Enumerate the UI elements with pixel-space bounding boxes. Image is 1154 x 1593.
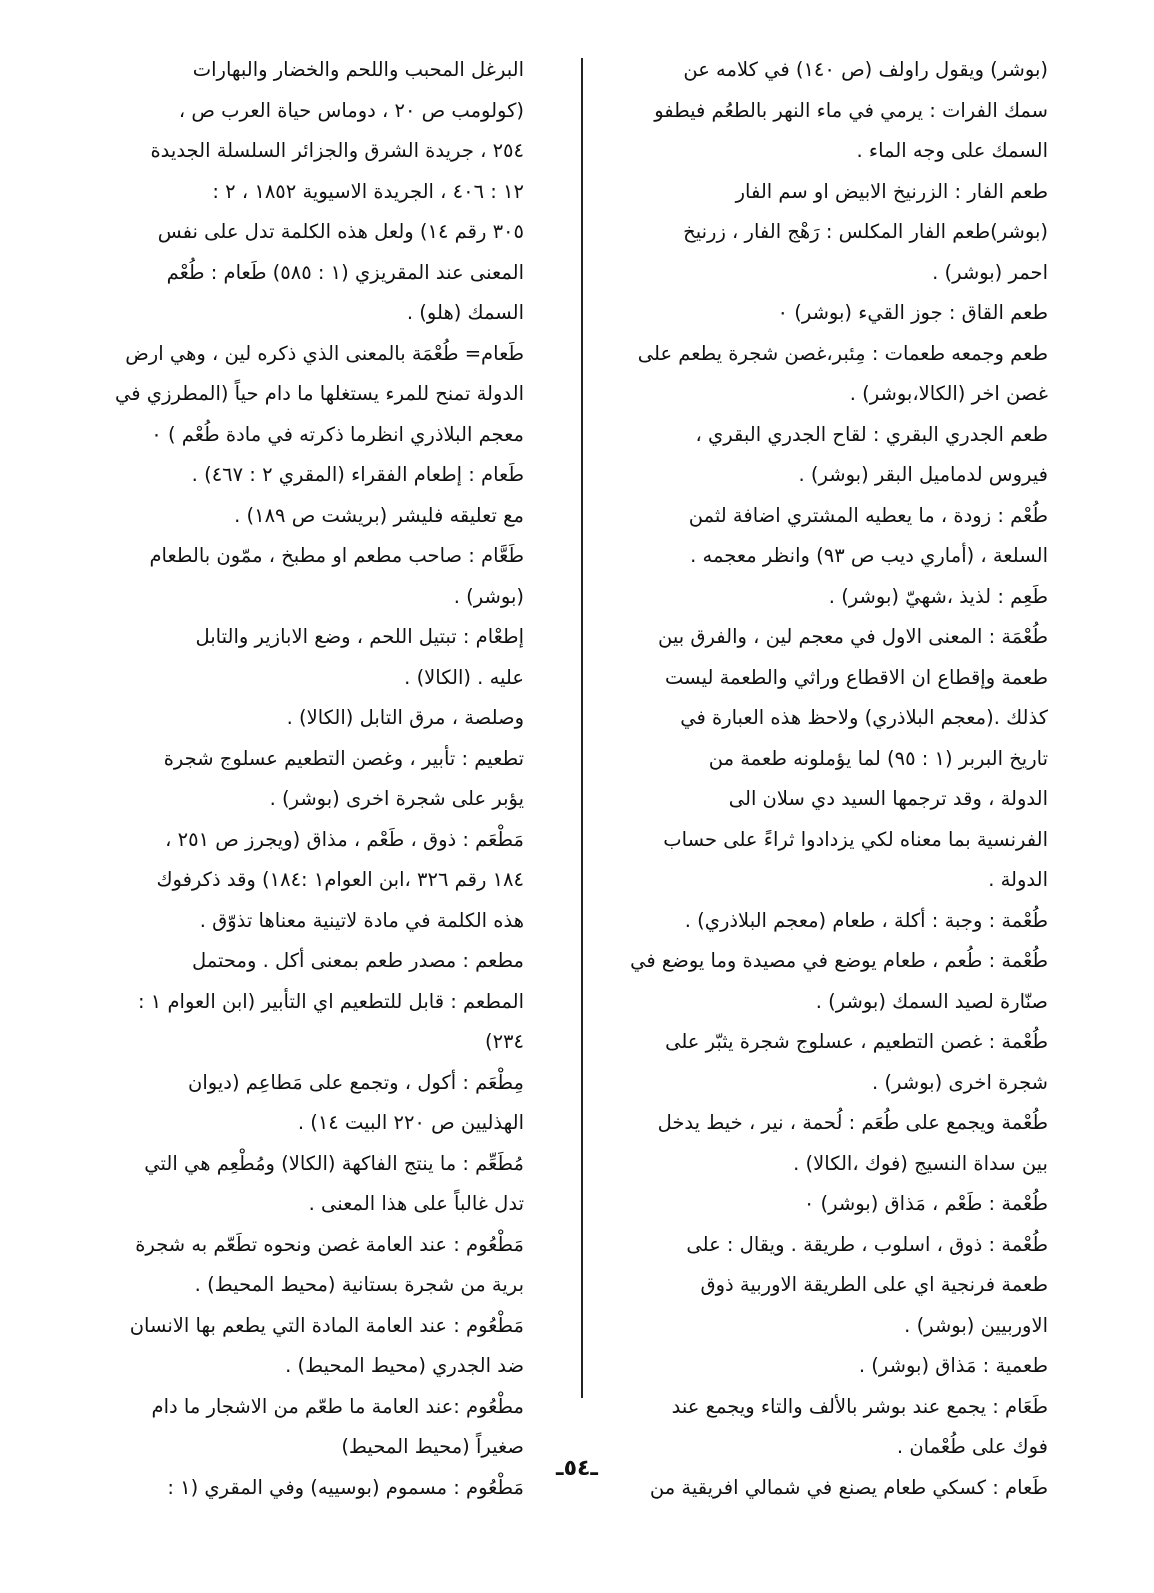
text-line: طعم الفار : الزرنيخ الابيض او سم الفار bbox=[735, 179, 1048, 203]
text-line: غصن اخر (الكالا،بوشر) . bbox=[849, 382, 1048, 405]
text-line: الفرنسية بما معناه لكي يزدادوا ثراءً على حساب bbox=[663, 827, 1048, 851]
text-line: طعم وجمعه طعمات : مِئبر،غصن شجرة يطعم على bbox=[637, 341, 1048, 365]
text-line: طُعْمة : طُعم ، طعام يوضع في مصيدة وما يوضع في bbox=[630, 949, 1048, 972]
text-line: تاريخ البربر (١ : ٩٥) لما يؤملونه طعمة من bbox=[708, 746, 1048, 770]
text-line: طعم الجدري البقري : لقاح الجدري البقري ، bbox=[695, 422, 1048, 446]
text-line: ٢٣٤) bbox=[484, 1030, 524, 1053]
text-line: مطعم : مصدر طعم بمعنى أكل . ومحتمل bbox=[192, 949, 524, 972]
text-line: الدولة ، وقد ترجمها السيد دي سلان الى bbox=[728, 787, 1048, 810]
text-line: مُطَعِّم : ما ينتج الفاكهة (الكالا) ومُطْعِم هي التي bbox=[144, 1151, 524, 1175]
text-line: ٢٥٤ ، جريدة الشرق والجزائر السلسلة الجديدة bbox=[150, 139, 524, 162]
text-line: معجم البلاذري انظرما ذكرته في مادة طُعْم ) ٠ bbox=[151, 422, 524, 446]
text-line: طُعْم : زودة ، ما يعطيه المشتري اضافة لثمن bbox=[688, 503, 1048, 527]
text-line: تدل غالباً على هذا المعنى . bbox=[308, 1192, 524, 1215]
text-line: عليه . (الكالا) . bbox=[404, 665, 524, 689]
text-line: إطعْام : تبتيل اللحم ، وضع الابازير والتابل bbox=[195, 625, 524, 648]
text-line: طُعْمة : ذوق ، اسلوب ، طريقة . ويقال : على bbox=[686, 1232, 1048, 1256]
text-line: ٣٠٥ رقم ١٤) ولعل هذه الكلمة تدل على نفس bbox=[157, 220, 524, 243]
text-line: الدولة تمنح للمرء يستغلها ما دام حياً (المطرزي في bbox=[115, 382, 524, 405]
text-line: شجرة اخرى (بوشر) . bbox=[871, 1070, 1048, 1094]
text-line: صغيراً (محيط المحيط) bbox=[341, 1435, 524, 1458]
text-line: ١٢ : ٤٠٦ ، الجريدة الاسيوية ١٨٥٢ ، ٢ : bbox=[212, 179, 524, 203]
column-divider bbox=[581, 58, 583, 1398]
text-line: (بوشر) ويقول راولف (ص ١٤٠) في كلامه عن bbox=[683, 58, 1048, 81]
text-line: السمك على وجه الماء . bbox=[856, 139, 1048, 162]
text-line: وصلصة ، مرق التابل (الكالا) . bbox=[286, 706, 524, 729]
text-line: كذلك .(معجم البلاذري) ولاحظ هذه العبارة في bbox=[680, 706, 1048, 729]
text-line: طَعَام : يجمع عند بوشر بالألف والتاء ويجمع عند bbox=[671, 1394, 1048, 1418]
text-line: تطعيم : تأبير ، وغصن التطعيم عسلوج شجرة bbox=[163, 746, 524, 770]
text-line: السلعة ، (أماري ديب ص ٩٣) وانظر معجمه . bbox=[690, 544, 1048, 567]
text-line: طَعام : إطعام الفقراء (المقري ٢ : ٤٦٧) . bbox=[191, 463, 524, 486]
text-line: الدولة . bbox=[988, 868, 1048, 891]
left-column bbox=[72, 50, 524, 1508]
text-line: طَعام : كسكي طعام يصنع في شمالي افريقية من bbox=[649, 1475, 1048, 1499]
text-line: المعنى عند المقريزي (١ : ٥٨٥) طَعام : طُعْم bbox=[166, 260, 524, 284]
text-line: بين سداة النسيج (فوك ،الكالا) . bbox=[793, 1151, 1048, 1175]
text-line: السمك (هلو) . bbox=[406, 301, 524, 324]
text-line: برية من شجرة بستانية (محيط المحيط) . bbox=[194, 1273, 524, 1296]
text-line: طعمة فرنجية اي على الطريقة الاوربية ذوق bbox=[700, 1273, 1048, 1296]
text-line: طَعِم : لذيذ ،شهيّ (بوشر) . bbox=[828, 584, 1048, 608]
text-line: طُعْمة : طَعْم ، مَذاق (بوشر) ٠ bbox=[803, 1192, 1048, 1215]
text-line: هذه الكلمة في مادة لاتينية معناها تذوّق . bbox=[199, 908, 524, 932]
text-line: طُعْمة : وجبة : أكلة ، طعام (معجم البلاذري) . bbox=[684, 908, 1048, 932]
text-line: مَطْعُوم : مسموم (بوسييه) وفي المقري (١ : bbox=[167, 1475, 524, 1499]
text-line: طعمة وإقطاع ان الاقطاع وراثي والطعمة ليست bbox=[665, 665, 1048, 689]
text-line: مَطْعُوم : عند العامة غصن ونحوه تطَعّم به شجرة bbox=[135, 1232, 524, 1256]
text-line: طعمية : مَذاق (بوشر) . bbox=[858, 1354, 1048, 1377]
text-line: صنّارة لصيد السمك (بوشر) . bbox=[815, 989, 1048, 1013]
text-line: الهذليين ص ٢٢٠ البيت ١٤) . bbox=[297, 1111, 524, 1134]
text-line: الاوربيين (بوشر) . bbox=[904, 1313, 1048, 1337]
text-line: طُعْمة ويجمع على طُعَم : لُحمة ، نير ، خيط يدخل bbox=[657, 1111, 1048, 1134]
page-number: ـ٥٤ـ bbox=[556, 1456, 598, 1481]
text-line: طُعْمة : غصن التطعيم ، عسلوج شجرة يثبّر على bbox=[665, 1030, 1048, 1053]
text-line: طَعام= طُعْمَة بالمعنى الذي ذكره لين ، وهي ارض bbox=[125, 341, 524, 365]
text-line: سمك الفرات : يرمي في ماء النهر بالطعُم فيطفو bbox=[654, 98, 1048, 122]
text-line: احمر (بوشر) . bbox=[932, 260, 1048, 284]
text-line: المطعم : قابل للتطعيم اي التأبير (ابن العوام ١ : bbox=[137, 989, 524, 1013]
text-line: طُعْمَة : المعنى الاول في معجم لين ، والفرق بين bbox=[658, 625, 1048, 648]
text-line: طعم القاق : جوز القيء (بوشر) ٠ bbox=[777, 301, 1048, 324]
text-line: طَعَّام : صاحب مطعم او مطبخ ، ممّون بالطعام bbox=[149, 544, 524, 567]
text-line: مَطْعَم : ذوق ، طَعْم ، مذاق (ويجرز ص ٢٥١ ، bbox=[165, 827, 524, 851]
text-line: فوك على طُعْمان . bbox=[896, 1435, 1048, 1458]
text-line: (بوشر)طعم الفار المكلس : رَهْج الفار ، زرنيخ bbox=[683, 220, 1048, 243]
text-line: مع تعليقه فليشر (بريشت ص ١٨٩) . bbox=[234, 503, 524, 527]
text-line: البرغل المحبب واللحم والخضار والبهارات bbox=[192, 58, 524, 81]
text-line: (كولومب ص ٢٠ ، دوماس حياة العرب ص ، bbox=[178, 98, 524, 122]
text-line: مطْعُوم :عند العامة ما طعّم من الاشجار ما دام bbox=[151, 1394, 524, 1418]
right-column bbox=[608, 50, 1048, 1508]
text-line: مَطْعُوم : عند العامة المادة التي يطعم بها الانسان bbox=[129, 1313, 524, 1337]
text-line: يؤبر على شجرة اخرى (بوشر) . bbox=[269, 787, 524, 810]
text-line: ١٨٤ رقم ٣٢٦ ،ابن العوام١ :١٨٤) وقد ذكرفوك bbox=[156, 868, 524, 891]
text-line: ضد الجدري (محيط المحيط) . bbox=[285, 1354, 524, 1377]
text-line: مِطْعَم : أكول ، وتجمع على مَطاعِم (ديوان bbox=[188, 1070, 524, 1094]
text-line: فيروس لدماميل البقر (بوشر) . bbox=[798, 463, 1048, 486]
text-line: (بوشر) . bbox=[453, 584, 524, 608]
